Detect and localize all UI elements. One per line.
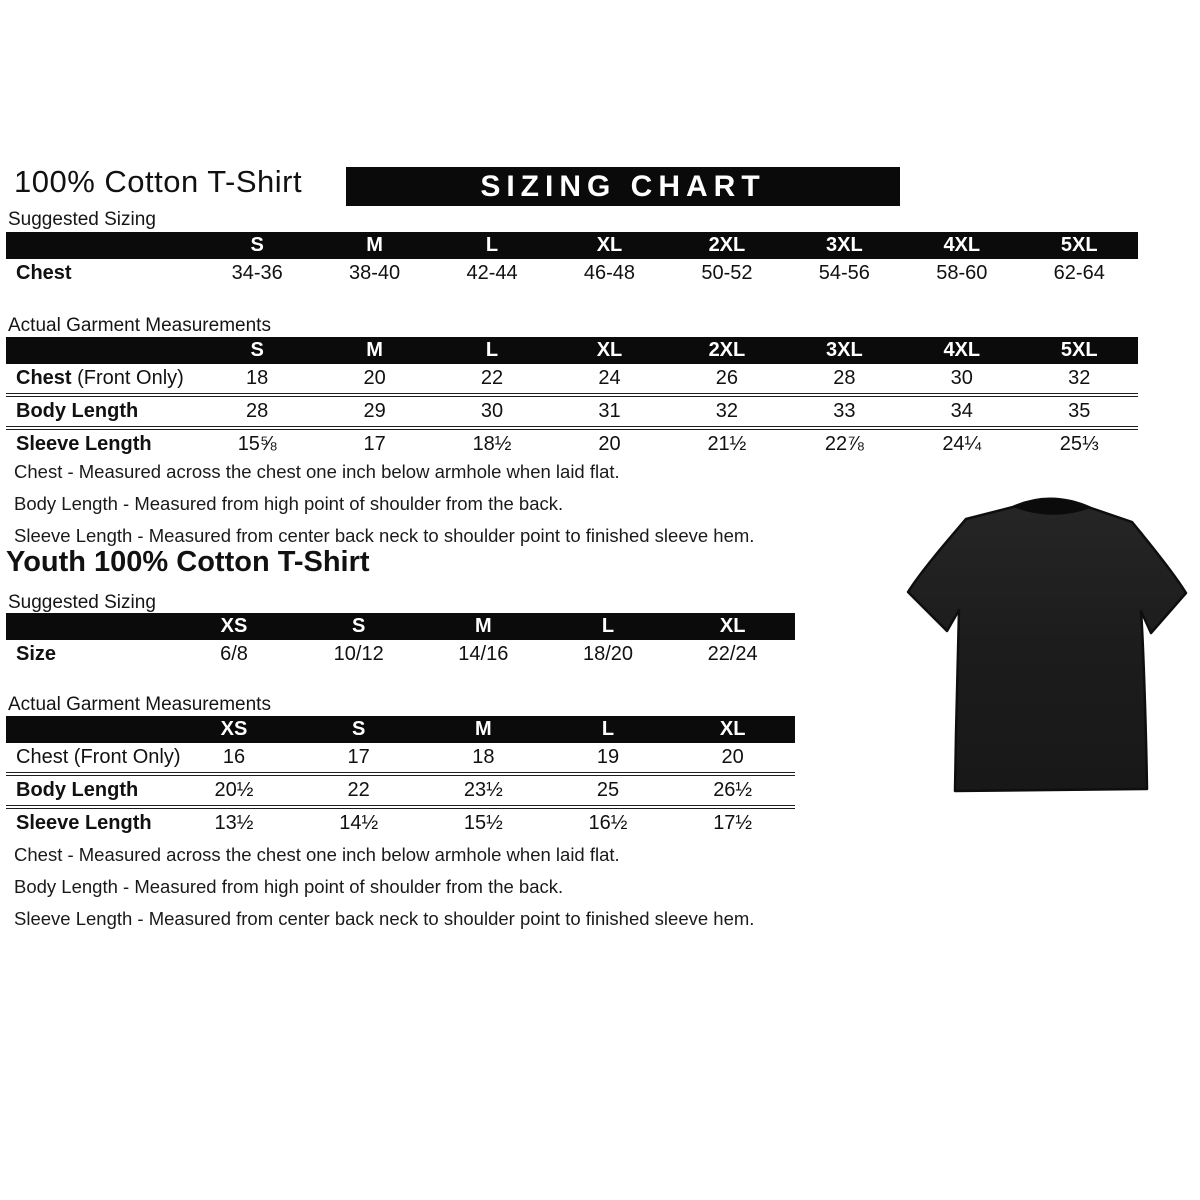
size-value-cell: 13½: [172, 807, 297, 838]
size-value-cell: 18: [472, 746, 495, 768]
size-column-header: S: [296, 613, 421, 640]
size-column-header: 3XL: [786, 232, 903, 259]
size-value-cell: 29: [316, 395, 433, 428]
size-value-cell: 22⅞: [786, 428, 903, 459]
row-label: [6, 395, 198, 428]
size-value-cell: 18: [246, 367, 269, 389]
adult-measurement-notes: [14, 461, 754, 557]
page-title: 100% Cotton T-Shirt: [14, 164, 303, 199]
row-label-text: Sleeve Length: [16, 812, 152, 834]
size-column-header: L: [433, 232, 550, 259]
empty-header-cell: [6, 613, 172, 640]
size-value-cell: 33: [786, 395, 903, 428]
size-value-cell: 34-36: [231, 262, 283, 284]
size-value-cell: 58-60: [936, 262, 988, 284]
youth-suggested-sizing-table: [6, 613, 795, 669]
size-header-row: [6, 613, 795, 640]
size-value-cell: 30: [433, 395, 550, 428]
size-value-cell: 25⅓: [1021, 428, 1139, 459]
size-value-cell: 26: [715, 367, 739, 389]
empty-header-cell: [6, 337, 198, 364]
measurement-row: [6, 259, 1138, 288]
size-header-row: [6, 716, 795, 743]
size-header-row: [6, 337, 1138, 364]
row-label-text: Sleeve Length: [16, 433, 152, 455]
size-value-cell: 17: [316, 428, 433, 459]
size-value-cell: 28: [198, 395, 315, 428]
size-column-header: XL: [670, 613, 795, 640]
note-sleeve-length: Sleeve Length - Measured from center back neck to shoulder point to finished sleeve hem.: [14, 525, 755, 546]
youth-actual-measurements-table: [6, 716, 795, 838]
size-value-cell: 24: [598, 367, 621, 389]
note-chest: Chest - Measured across the chest one inch below armhole when laid flat.: [14, 844, 620, 865]
size-value-cell: 10/12: [333, 643, 384, 665]
empty-header-cell: [6, 232, 198, 259]
size-value-cell: 17½: [670, 807, 795, 838]
size-value-cell: 16: [222, 746, 246, 768]
empty-header-cell: [6, 716, 172, 743]
row-label-text: Chest: [16, 262, 72, 284]
size-value-cell: 22/24: [707, 643, 758, 665]
size-column-header: XL: [551, 232, 668, 259]
size-column-header: XL: [670, 716, 795, 743]
measurement-row-body-length: [6, 774, 795, 807]
row-label: [6, 259, 198, 288]
sizing-chart-banner: [346, 167, 900, 206]
row-label: [6, 640, 172, 669]
size-value-cell: 14/16: [458, 643, 509, 665]
measurement-row-size: [6, 640, 795, 669]
row-label-suffix: (Front Only): [71, 367, 184, 389]
size-column-header: S: [198, 232, 315, 259]
row-label: [6, 743, 181, 774]
size-value-cell: 20: [721, 746, 744, 768]
size-column-header: 2XL: [668, 232, 785, 259]
size-value-cell: 22: [296, 774, 421, 807]
size-value-cell: 17: [347, 746, 370, 768]
size-value-cell: 20: [551, 428, 668, 459]
youth-suggested-sizing-label: Suggested Sizing: [8, 592, 156, 613]
size-value-cell: 31: [551, 395, 668, 428]
size-value-cell: 20½: [172, 774, 297, 807]
size-column-header: S: [296, 716, 421, 743]
size-value-cell: 62-64: [1053, 262, 1105, 284]
size-value-cell: 6/8: [220, 643, 248, 665]
size-value-cell: 30: [950, 367, 973, 389]
adult-actual-measurements-table: [6, 337, 1138, 459]
size-value-cell: 15½: [421, 807, 546, 838]
youth-section-title: Youth 100% Cotton T-Shirt: [6, 546, 370, 578]
size-value-cell: 26½: [670, 774, 795, 807]
adult-actual-measurements-label: Actual Garment Measurements: [8, 315, 271, 336]
note-sleeve-length: Sleeve Length - Measured from center back neck to shoulder point to finished sleeve hem.: [14, 908, 755, 929]
row-label: [6, 807, 172, 838]
size-value-cell: 46-48: [583, 262, 636, 284]
measurement-row-chest: [6, 364, 1138, 395]
size-column-header: 2XL: [668, 337, 785, 364]
size-column-header: 5XL: [1021, 337, 1139, 364]
size-value-cell: 22: [480, 367, 504, 389]
size-value-cell: 18½: [433, 428, 550, 459]
size-value-cell: 20: [363, 367, 386, 389]
size-column-header: XS: [172, 716, 297, 743]
size-value-cell: 38-40: [349, 262, 401, 284]
size-value-cell: 19: [596, 746, 620, 768]
youth-actual-measurements-label: Actual Garment Measurements: [8, 694, 271, 715]
note-chest: Chest - Measured across the chest one inch below armhole when laid flat.: [14, 461, 620, 482]
size-value-cell: 24¼: [903, 428, 1020, 459]
size-value-cell: 18/20: [582, 643, 634, 665]
size-column-header: L: [546, 613, 671, 640]
row-label: [6, 364, 198, 395]
adult-suggested-sizing-label: Suggested Sizing: [8, 209, 156, 230]
youth-measurement-notes: [14, 844, 754, 940]
size-column-header: M: [316, 232, 433, 259]
size-column-header: M: [316, 337, 433, 364]
size-column-header: XL: [551, 337, 668, 364]
size-value-cell: 21½: [668, 428, 785, 459]
measurement-row-sleeve-length: [6, 807, 795, 838]
size-value-cell: 34: [903, 395, 1020, 428]
size-column-header: 3XL: [786, 337, 903, 364]
size-column-header: S: [198, 337, 315, 364]
size-value-cell: 25: [546, 774, 671, 807]
adult-suggested-sizing-table: [6, 232, 1138, 288]
tshirt-body-shape: [908, 499, 1186, 791]
size-value-cell: 14½: [296, 807, 421, 838]
row-label: [6, 428, 198, 459]
size-value-cell: 15⅝: [198, 428, 315, 459]
size-column-header: XS: [172, 613, 297, 640]
measurement-row-body-length: [6, 395, 1138, 428]
size-column-header: 5XL: [1021, 232, 1139, 259]
tshirt-product-image: [888, 478, 1192, 806]
row-label-text: Body Length: [16, 400, 139, 422]
row-label: [6, 774, 172, 807]
row-label-text: Size: [16, 643, 57, 665]
size-value-cell: 32: [668, 395, 785, 428]
size-value-cell: 32: [1068, 367, 1091, 389]
size-column-header: 4XL: [903, 337, 1020, 364]
row-label-text: Chest: [16, 367, 72, 389]
measurement-row-sleeve-length: [6, 428, 1138, 459]
size-column-header: M: [421, 613, 546, 640]
size-column-header: 4XL: [903, 232, 1020, 259]
size-header-row: [6, 232, 1138, 259]
size-value-cell: 42-44: [466, 262, 518, 284]
row-label-text: Chest (Front Only): [16, 746, 181, 768]
size-value-cell: 23½: [421, 774, 546, 807]
size-value-cell: 54-56: [818, 262, 870, 284]
size-value-cell: 50-52: [701, 262, 753, 284]
size-column-header: L: [433, 337, 550, 364]
size-value-cell: 35: [1021, 395, 1139, 428]
size-column-header: L: [546, 716, 671, 743]
note-body-length: Body Length - Measured from high point of shoulder from the back.: [14, 493, 564, 514]
size-value-cell: 28: [833, 367, 856, 389]
size-value-cell: 16½: [546, 807, 671, 838]
sizing-chart-banner-text: SIZING CHART: [480, 169, 766, 203]
measurement-row-chest: [6, 743, 795, 774]
note-body-length: Body Length - Measured from high point of shoulder from the back.: [14, 876, 564, 897]
size-column-header: M: [421, 716, 546, 743]
row-label-text: Body Length: [16, 779, 139, 801]
